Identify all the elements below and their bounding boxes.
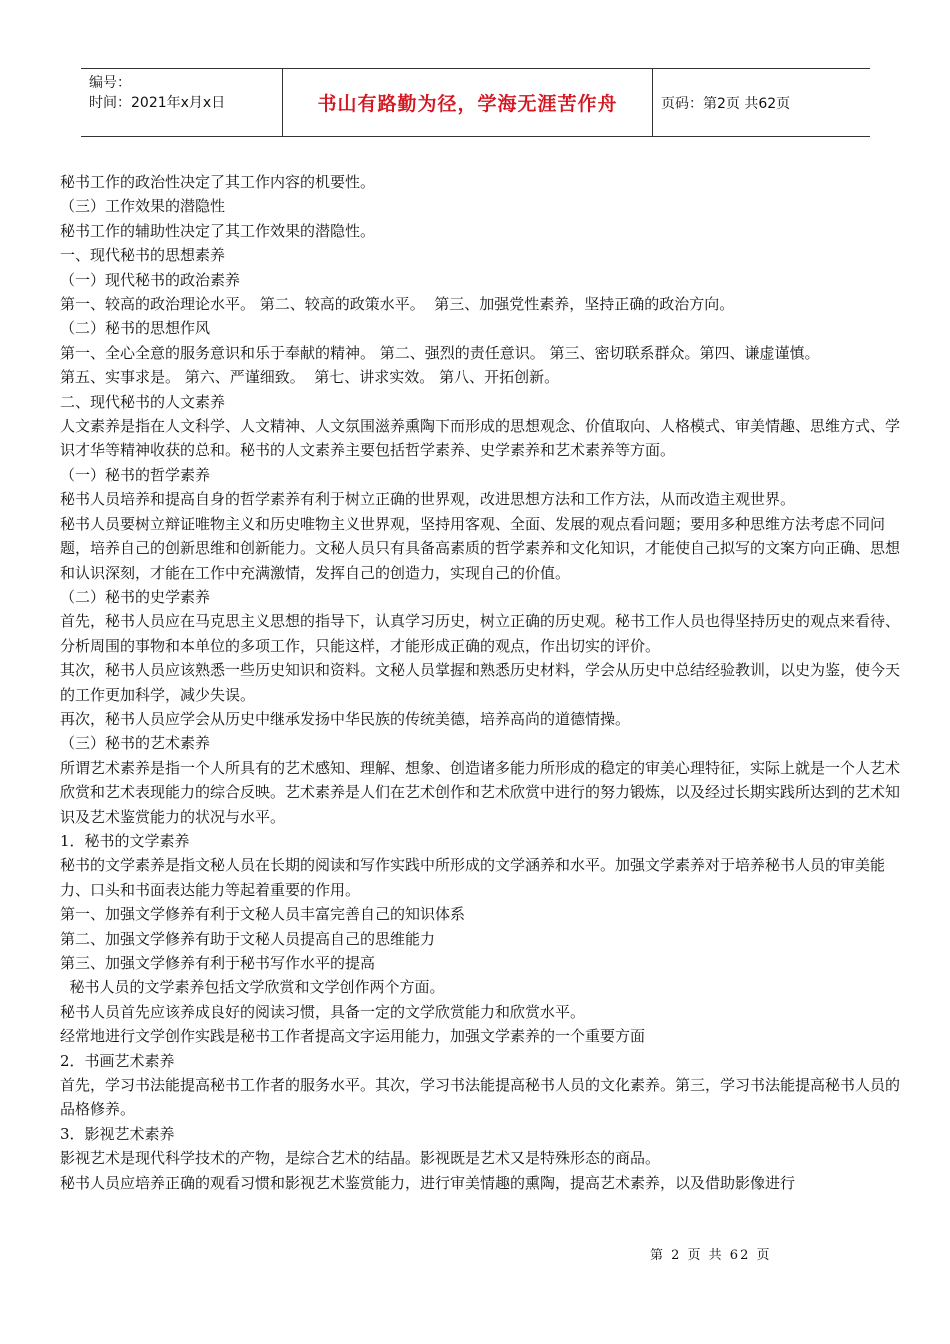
section-heading: （一）现代秘书的政治素养: [60, 270, 241, 289]
section-heading: （三）工作效果的潜隐性: [60, 197, 226, 216]
section-heading: 3．影视艺术素养: [60, 1124, 175, 1143]
header-meta: [81, 69, 283, 136]
paragraph: 第一、较高的政治理论水平。 第二、较高的政策水平。 第三、加强党性素养，坚持正确的政治方向。: [60, 295, 735, 314]
section-heading: 二、现代秘书的人文素养: [60, 392, 226, 411]
paragraph: 第五、实事求是。 第六、严谨细致。 第七、讲求实效。 第八、开拓创新。: [60, 368, 560, 387]
paragraph: 第三、加强文学修养有利于秘书写作水平的提高: [60, 954, 376, 972]
page-footer: 第 2 页 共 62 页: [650, 1248, 772, 1263]
paragraph: 秘书工作的辅助性决定了其工作效果的潜隐性。: [60, 221, 376, 240]
paragraph: 秘书人员的文学素养包括文学欣赏和文学创作两个方面。: [60, 978, 445, 997]
section-heading: （一）秘书的哲学素养: [60, 465, 211, 484]
paragraph: 第一、加强文学修养有利于文秘人员丰富完善自己的知识体系: [60, 905, 466, 924]
paragraph: 秘书人员培养和提高自身的哲学素养有利于树立正确的世界观，改进思想方法和工作方法，从而改造主观世界。: [60, 490, 796, 509]
paragraph: 所谓艺术素养是指一个人所具有的艺术感知、理解、想象、创造诸多能力所形成的稳定的审美心理特征，实际上就是一个人艺术欣赏和艺术表现能力的综合反映。艺术素养是人们在艺术创作和艺术欣赏中进行的努力锻炼，以及经过长期实践所达到的艺术知识及艺术鉴赏能力的状况与水平。: [60, 758, 901, 826]
paragraph: 影视艺术是现代科学技术的产物，是综合艺术的结晶。影视既是艺术又是特殊形态的商品。: [60, 1149, 661, 1168]
paragraph: 秘书人员首先应该养成良好的阅读习惯，具备一定的文学欣赏能力和欣赏水平。: [60, 1002, 586, 1021]
serial-label: 编号：: [89, 75, 131, 91]
paragraph: 秘书人员应培养正确的观看习惯和影视艺术鉴赏能力，进行审美情趣的熏陶，提高艺术素养，以及借助影像进行: [60, 1173, 796, 1192]
paragraph: 首先，学习书法能提高秘书工作者的服务水平。其次，学习书法能提高秘书人员的文化素养。第三，学习书法能提高秘书人员的品格修养。: [60, 1076, 901, 1119]
header-motto: 书山有路勤为径，学海无涯苦作舟: [283, 69, 653, 136]
document-header: [81, 68, 870, 137]
paragraph: 秘书人员要树立辩证唯物主义和历史唯物主义世界观，坚持用客观、全面、发展的观点看问题；要用多种思维方法考虑不同问题，培养自己的创新思维和创新能力。文秘人员只有具备高素质的哲学素养和文化知识，才能使自己拟写的文案方向正确、思想和认识深刻，才能在工作中充满激情，发挥自己的创造力，实现自己的价值。: [60, 514, 901, 582]
paragraph: 人文素养是指在人文科学、人文精神、人文氛围滋养熏陶下而形成的思想观念、价值取向、人格模式、审美情趣、思维方式、学识才华等精神收获的总和。秘书的人文素养主要包括哲学素养、史学素养和艺术素养等方面。: [60, 417, 901, 460]
paragraph: 经常地进行文学创作实践是秘书工作者提高文字运用能力，加强文学素养的一个重要方面: [60, 1027, 646, 1046]
paragraph: 首先，秘书人员应在马克思主义思想的指导下，认真学习历史，树立正确的历史观。秘书工作人员也得坚持历史的观点来看待、分析周围的事物和本单位的多项工作，只能这样，才能形成正确的观点，作出切实的评价。: [60, 612, 901, 655]
section-heading: 一、现代秘书的思想素养: [60, 246, 226, 265]
section-heading: （二）秘书的思想作风: [60, 319, 211, 338]
paragraph: 第一、全心全意的服务意识和乐于奉献的精神。 第二、强烈的责任意识。 第三、密切联系群众。第四、谦虚谨慎。: [60, 343, 820, 362]
paragraph: 秘书工作的政治性决定了其工作内容的机要性。: [60, 173, 376, 191]
paragraph: 再次，秘书人员应学会从历史中继承发扬中华民族的传统美德，培养高尚的道德情操。: [60, 709, 631, 728]
time-line: 时间：2021年x月x日: [89, 95, 226, 111]
paragraph: 秘书的文学素养是指文秘人员在长期的阅读和写作实践中所形成的文学涵养和水平。加强文学素养对于培养秘书人员的审美能力、口头和书面表达能力等起着重要的作用。: [60, 856, 886, 899]
paragraph: 其次，秘书人员应该熟悉一些历史知识和资料。文秘人员掌握和熟悉历史材料，学会从历史中总结经验教训，以史为鉴，使今天的工作更加科学，减少失误。: [60, 661, 901, 704]
section-heading: 2．书画艺术素养: [60, 1051, 175, 1070]
paragraph: 第二、加强文学修养有助于文秘人员提高自己的思维能力: [60, 929, 436, 948]
section-heading: 1．秘书的文学素养: [60, 831, 190, 850]
section-heading: （二）秘书的史学素养: [60, 587, 211, 606]
section-heading: （三）秘书的艺术素养: [60, 734, 211, 753]
header-page-code: 页码：第2页 共62页: [661, 95, 791, 112]
document-body: [60, 170, 908, 1195]
